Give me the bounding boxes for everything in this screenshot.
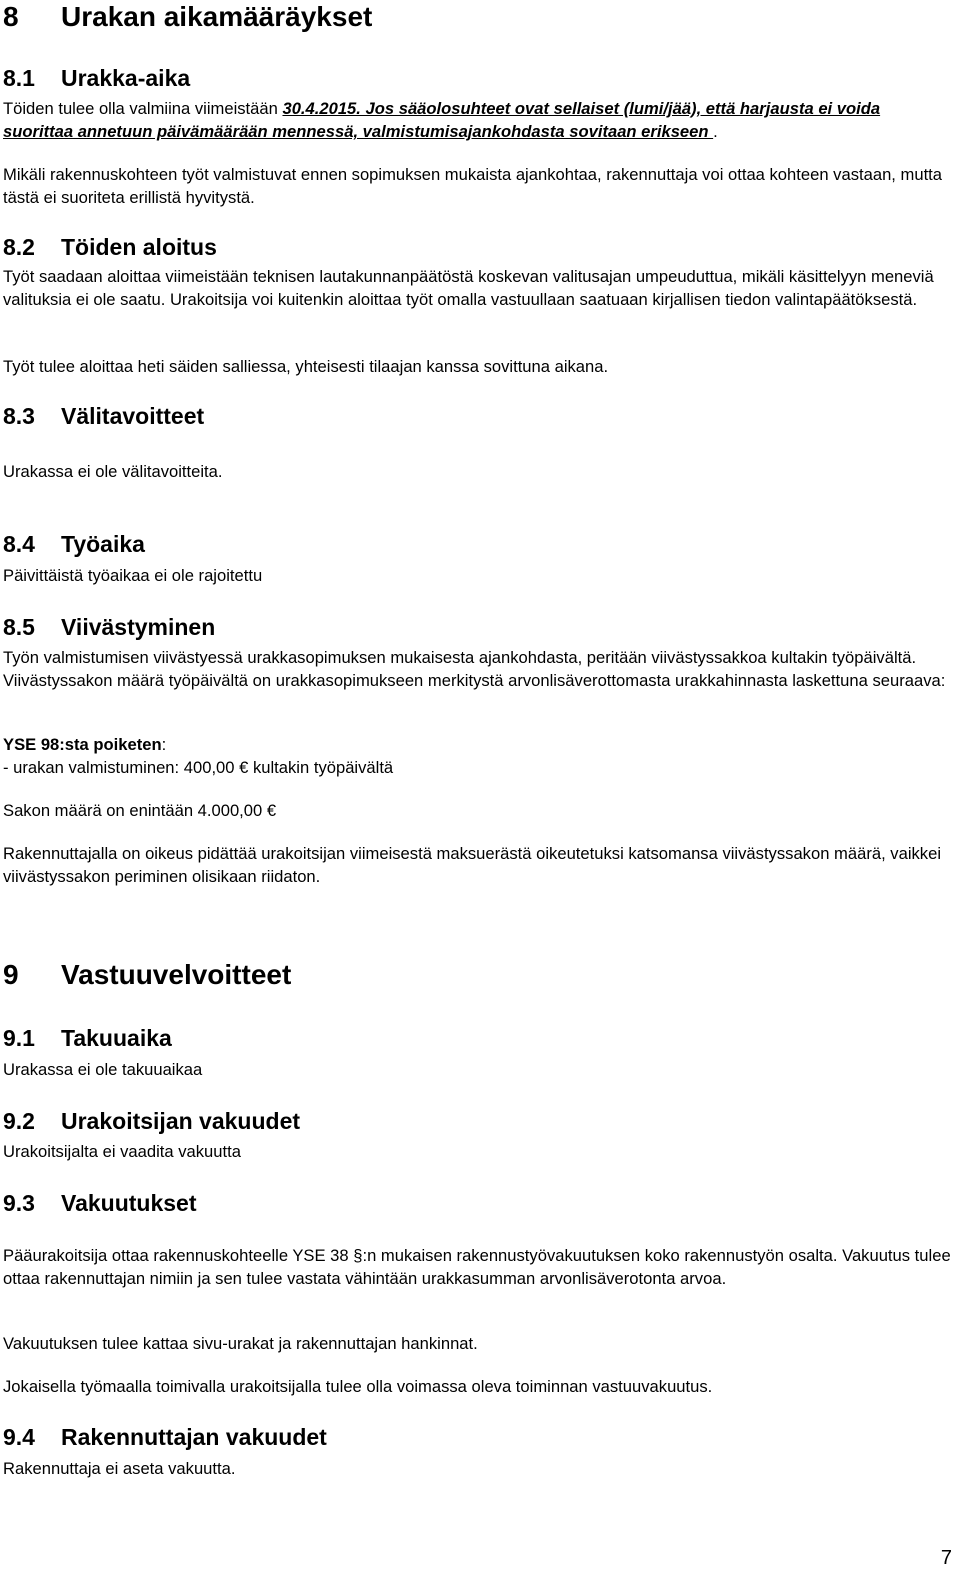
section-title: Urakka-aika [61, 65, 191, 91]
paragraph-8-5-withhold: Rakennuttajalla on oikeus pidättää urakoitsijan viimeisestä maksuerästä oikeutetuksi katsomansa viivästyssakon määrä, vaikkei viivästyssakon periminen olisikaan riidaton. [3, 844, 942, 886]
section-title: Työaika [61, 531, 145, 557]
paragraph-8-1-early: Mikäli rakennuskohteen työt valmistuvat ennen sopimuksen mukaista ajankohtaa, rakennuttaja voi ottaa kohteen vastaan, mutta tästä ei suoriteta erillistä hyvitystä. [3, 165, 943, 207]
heading-8-3 [3, 402, 952, 430]
paragraph-8-2-weather: Työt tulee aloittaa heti säiden salliessa, yhteisesti tilaajan kanssa sovittuna aikana. [3, 357, 609, 376]
heading-section-9 [3, 958, 952, 992]
text-emphasis: 30.4.2015. Jos sääolosuhteet ovat sellaiset (lumi/jää), että harjausta ei voida suorittaa annetuun päivämäärään mennessä, valmistumisajankohdasta sovitaan erikseen [3, 99, 881, 141]
paragraph-8-5-max: Sakon määrä on enintään 4.000,00 € [3, 801, 277, 820]
heading-8-4 [3, 530, 952, 558]
section-number: 9.2 [3, 1108, 35, 1134]
section-title: Töiden aloitus [61, 234, 217, 260]
heading-9-4 [3, 1423, 952, 1451]
section-title: Rakennuttajan vakuudet [61, 1424, 327, 1450]
section-number: 8 [3, 1, 19, 32]
heading-9-1 [3, 1024, 952, 1052]
paragraph-9-4: Rakennuttaja ei aseta vakuutta. [3, 1459, 236, 1478]
yse-label: YSE 98:sta poiketen [3, 735, 162, 754]
section-number: 8.2 [3, 234, 35, 260]
paragraph-9-3-coverage: Vakuutuksen tulee kattaa sivu-urakat ja rakennuttajan hankinnat. [3, 1334, 478, 1353]
heading-9-2 [3, 1107, 952, 1135]
paragraph-8-5-delay: Työn valmistumisen viivästyessä urakkasopimuksen mukaisesta ajankohdasta, peritään viivästyssakkoa kultakin työpäivältä. Viivästyssakon määrä työpäivältä on urakkasopimukseen merkitystä arvonlisäverottomasta urakkahinnasta laskettuna seuraava: [3, 648, 946, 690]
paragraph-9-3-liability: Jokaisella työmaalla toimivalla urakoitsijalla tulee olla voimassa oleva toiminnan vastuuvakuutus. [3, 1377, 713, 1396]
heading-section-8 [3, 0, 952, 34]
section-number: 8.1 [3, 65, 35, 91]
text-tail: . [713, 122, 718, 141]
section-title: Vastuuvelvoitteet [61, 959, 292, 990]
paragraph-8-3: Urakassa ei ole välitavoitteita. [3, 462, 223, 481]
section-number: 8.5 [3, 614, 35, 640]
section-number: 8.3 [3, 403, 35, 429]
paragraph-9-1: Urakassa ei ole takuuaikaa [3, 1060, 203, 1079]
section-title: Urakan aikamääräykset [61, 1, 373, 32]
section-title: Viivästyminen [61, 614, 216, 640]
heading-9-3 [3, 1189, 952, 1217]
paragraph-8-5-yse [3, 733, 952, 779]
heading-8-5 [3, 613, 952, 641]
yse-colon: : [161, 735, 167, 754]
paragraph-9-3-insurance: Pääurakoitsija ottaa rakennuskohteelle YSE 38 §:n mukaisen rakennustyövakuutuksen koko rakennustyön osalta. Vakuutus tulee ottaa rakennuttajan nimiin ja sen tulee vastata vähintään urakkasumman arvonlisäverotonta arvoa. [3, 1246, 951, 1288]
yse-fine-line: - urakan valmistuminen: 400,00 € kultakin työpäivältä [3, 758, 394, 777]
paragraph-9-2: Urakoitsijalta ei vaadita vakuutta [3, 1142, 241, 1161]
section-title: Urakoitsijan vakuudet [61, 1108, 301, 1134]
text-lead: Töiden tulee olla valmiina viimeistään [3, 99, 283, 118]
paragraph-8-1-deadline [3, 97, 952, 143]
section-number: 8.4 [3, 531, 35, 557]
paragraph-8-4: Päivittäistä työaikaa ei ole rajoitettu [3, 566, 263, 585]
section-number: 9.4 [3, 1424, 35, 1450]
section-number: 9.1 [3, 1025, 35, 1051]
section-title: Välitavoitteet [61, 403, 205, 429]
section-number: 9 [3, 959, 19, 990]
heading-8-2 [3, 233, 952, 261]
section-number: 9.3 [3, 1190, 35, 1216]
page-number: 7 [940, 1547, 952, 1569]
heading-8-1 [3, 64, 952, 92]
section-title: Takuuaika [61, 1025, 172, 1051]
paragraph-8-2-start: Työt saadaan aloittaa viimeistään teknisen lautakunnanpäätöstä koskevan valitusajan umpeuduttua, mikäli käsittelyyn meneviä valituksia ei ole saatu. Urakoitsija voi kuitenkin aloittaa työt omalla vastuullaan saatuaan kirjallisen tiedon valintapäätöksestä. [3, 267, 934, 309]
section-title: Vakuutukset [61, 1190, 197, 1216]
